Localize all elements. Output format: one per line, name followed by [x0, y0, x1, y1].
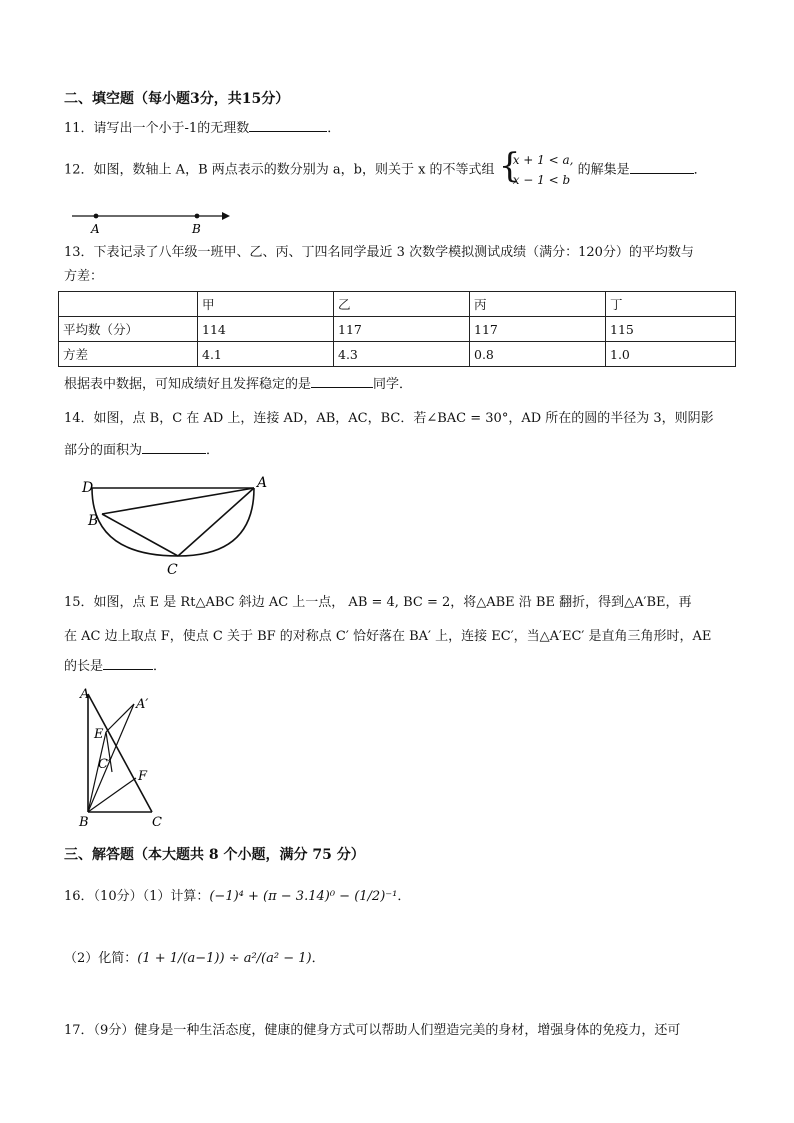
question-14-line2-prefix: 部分的面积为	[64, 443, 143, 458]
question-16-part1-prefix: 16．（10分）（1）计算：	[64, 889, 210, 904]
semicircle-figure	[78, 470, 278, 580]
question-13-line2: 方差：	[64, 269, 104, 284]
chord-ab	[102, 488, 254, 514]
table-row	[59, 342, 736, 367]
question-15-line1: 15．如图，点 E 是 Rt△ABC 斜边 AC 上一点， AB = 4, BC = 2，将△ABE 沿 BE 翻折，得到△A′BE，再	[64, 595, 692, 610]
question-17: 17．（9分）健身是一种生活态度，健康的健身方式可以帮助人们塑造完美的身材，增强身体的免疫力，还可	[64, 1023, 681, 1038]
table-header-row	[59, 292, 736, 317]
question-11	[64, 118, 340, 138]
question-12-end: ．	[693, 162, 707, 178]
chord-ac	[178, 488, 254, 556]
label-a-prime: A′	[136, 697, 149, 712]
question-16-expression-2: (1 + 1/(a−1)) ÷ a²/(a² − 1)	[137, 951, 312, 966]
point-a-label: A	[91, 222, 100, 236]
answer-blank[interactable]	[249, 118, 327, 132]
question-12-prefix: 12．如图，数轴上 A，B 两点表示的数分别为 a，b，则关于 x 的不等式组	[64, 162, 495, 178]
inequality-2: x − 1 < b	[512, 173, 571, 187]
table-cell: 0.8	[470, 342, 606, 367]
question-16-expression-1: (−1)⁴ + (π − 3.14)⁰ − (1/2)⁻¹	[209, 889, 398, 904]
table-cell: 方差	[59, 342, 198, 367]
segment-be	[88, 732, 106, 812]
point-b-dot	[195, 214, 200, 219]
table-header-cell: 丙	[470, 292, 606, 317]
answer-blank[interactable]	[142, 440, 206, 454]
question-13-after	[64, 374, 412, 394]
answer-blank[interactable]	[630, 160, 694, 174]
number-line-figure	[66, 206, 236, 236]
label-e: E	[94, 727, 104, 742]
triangle-figure	[74, 684, 184, 832]
label-c-prime: C′	[98, 757, 111, 772]
question-16-part2-end: ．	[311, 951, 325, 966]
table-header-cell: 丁	[606, 292, 736, 317]
point-a-dot	[94, 214, 99, 219]
question-15-line2: 在 AC 边上取点 F，使点 C 关于 BF 的对称点 C′ 恰好落在 BA′ 上，连接 EC′，当△A′EC′ 是直角三角形时，AE	[64, 629, 712, 644]
label-d: D	[82, 480, 94, 496]
question-12	[64, 146, 707, 191]
answer-blank[interactable]	[311, 374, 373, 388]
question-16-part2-prefix: （2）化简：	[64, 951, 138, 966]
table-cell: 117	[470, 317, 606, 342]
table-header-cell: 乙	[334, 292, 470, 317]
point-b-label: B	[192, 222, 201, 236]
inequality-1: x + 1 < a,	[512, 153, 574, 167]
table-cell: 4.3	[334, 342, 470, 367]
question-14-end: ．	[206, 443, 220, 458]
label-c: C	[152, 815, 162, 830]
label-b: B	[79, 815, 89, 830]
label-a: A	[80, 687, 90, 702]
label-f: F	[138, 769, 148, 784]
table-header-cell	[59, 292, 198, 317]
question-16-part1	[64, 888, 410, 906]
question-16-part2	[64, 950, 325, 968]
table-row	[59, 317, 736, 342]
question-12-suffix: 的解集是	[577, 162, 630, 178]
question-13-after-suffix: 同学．	[373, 377, 413, 392]
question-14-line1: 14．如图，点 B，C 在 AD 上，连接 AD，AB，AC，BC．若∠BAC = 30°，AD 所在的圆的半径为 3，则阴影	[64, 411, 714, 426]
question-13-line1: 13．下表记录了八年级一班甲、乙、丙、丁四名同学最近 3 次数学模拟测试成绩（满分：120分）的平均数与	[64, 245, 694, 260]
section-3-title: 三、解答题（本大题共 8 个小题，满分 75 分）	[64, 847, 365, 863]
segment-ea2	[106, 704, 134, 732]
table-cell: 平均数（分）	[59, 317, 198, 342]
table-cell: 115	[606, 317, 736, 342]
question-11-text: 11．请写出一个小于-1的无理数	[64, 121, 250, 136]
table-header-cell: 甲	[198, 292, 334, 317]
table-cell: 1.0	[606, 342, 736, 367]
table-cell: 117	[334, 317, 470, 342]
label-a: A	[257, 475, 268, 491]
scores-table	[58, 291, 736, 367]
table-cell: 114	[198, 317, 334, 342]
brace-icon: {	[498, 146, 521, 186]
arrow-right-icon	[222, 212, 230, 220]
question-15-line3-prefix: 的长是	[64, 659, 104, 674]
section-2-title: 二、填空题（每小题3分，共15分）	[64, 91, 290, 107]
question-16-part1-end: ．	[397, 889, 411, 904]
question-13-after-prefix: 根据表中数据，可知成绩好且发挥稳定的是	[64, 377, 312, 392]
label-b: B	[88, 513, 99, 529]
chord-bc	[102, 514, 178, 556]
question-15-end: ．	[153, 659, 167, 674]
question-11-end: ．	[327, 121, 341, 136]
answer-blank[interactable]	[103, 656, 153, 670]
question-15-line3	[64, 656, 166, 676]
label-c: C	[167, 562, 178, 578]
inequality-system	[498, 146, 574, 190]
question-14-line2	[64, 440, 219, 460]
table-cell: 4.1	[198, 342, 334, 367]
